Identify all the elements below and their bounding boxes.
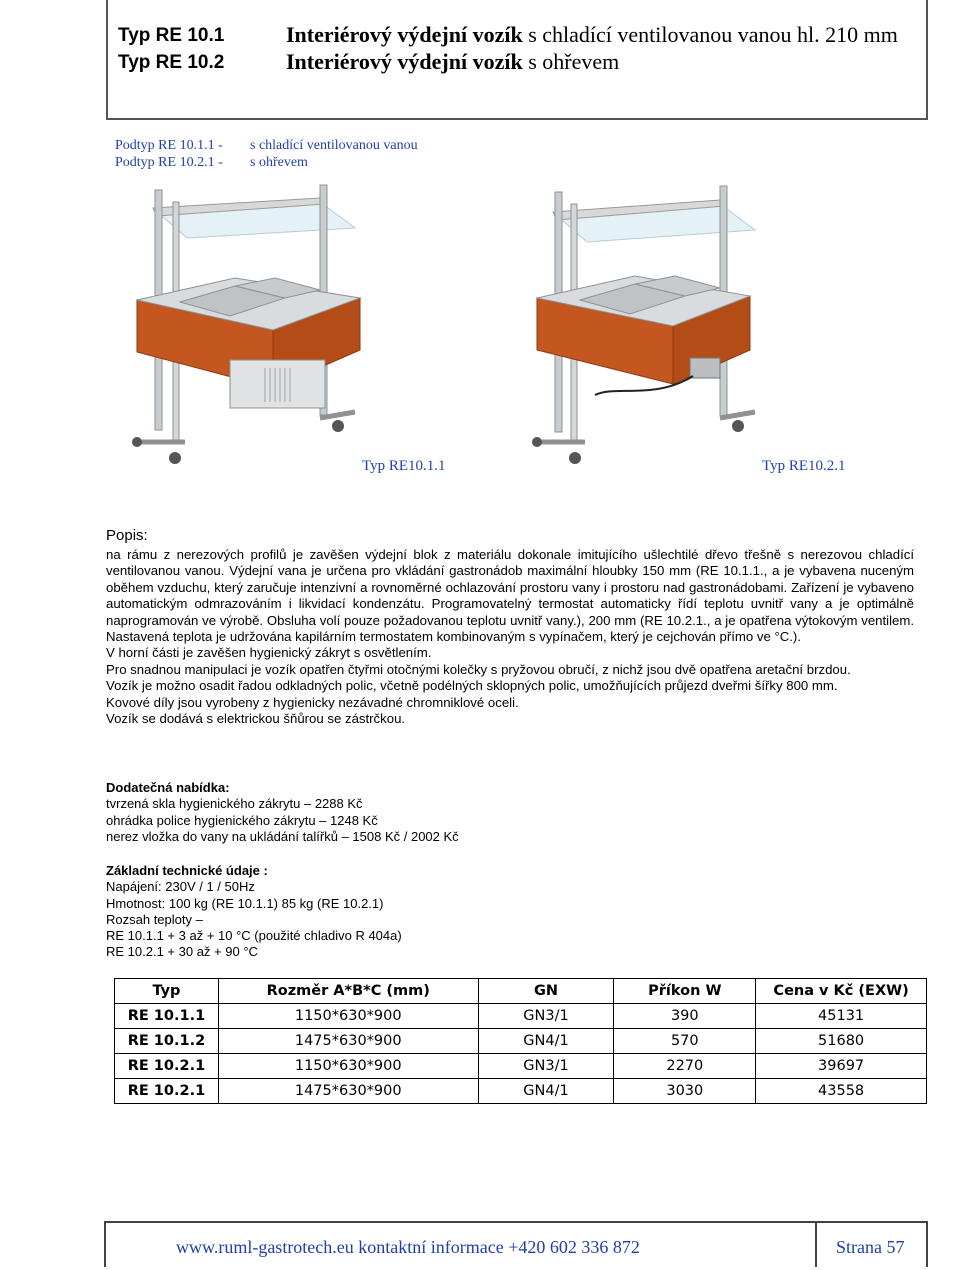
column-header: Typ [115,979,219,1004]
tech-item: Rozsah teploty – [106,911,203,927]
extra-offer-item: ohrádka police hygienického zákrytu – 1248 Kč [106,812,378,828]
table-cell: GN4/1 [478,1079,614,1104]
table-cell: 390 [614,1004,756,1029]
table-cell: RE 10.1.1 [115,1004,219,1029]
tech-data [106,863,402,961]
table-row [115,1054,927,1079]
column-header: Příkon W [614,979,756,1004]
header-title-bold-2: Interiérový výdejní vozík [286,49,523,74]
extra-offer-item: nerez vložka do vany na ukládání talířků – 1508 Kč / 2002 Kč [106,828,459,844]
footer-divider [815,1223,817,1267]
subtype-desc-2: s ohřevem [250,155,308,170]
header-title-rest-2: s ohřevem [522,49,620,74]
description-body [106,547,914,727]
description-paragraph: Kovové díly jsou vyrobeny z hygienicky nezávadné chromniklové oceli. [106,694,519,710]
column-header: Cena v Kč (EXW) [756,979,927,1004]
table-cell: RE 10.1.2 [115,1029,219,1054]
subtype-code-2: Podtyp RE 10.2.1 - [115,155,223,170]
table-cell: 39697 [756,1054,927,1079]
header-title-bold-1: Interiérový výdejní vozík [286,22,523,47]
spec-table [114,978,927,1104]
tech-heading: Základní technické údaje : [106,863,268,878]
tech-item: RE 10.1.1 + 3 až + 10 °C (použité chladivo R 404a) [106,928,402,944]
header-type-2: Typ RE 10.2 [118,52,225,73]
table-cell: GN3/1 [478,1054,614,1079]
table-cell: 570 [614,1029,756,1054]
footer [104,1221,928,1267]
column-header: Rozměr A*B*C (mm) [218,979,478,1004]
column-header: GN [478,979,614,1004]
table-cell: RE 10.2.1 [115,1054,219,1079]
table-row [115,1079,927,1104]
subtype-desc-1: s chladící ventilovanou vanou [250,138,418,153]
header-title-rest-1: s chladící ventilovanou vanou hl. 210 mm [522,22,898,47]
cart-cooled-illustration-icon [125,180,375,470]
subtype-2 [115,155,308,171]
table-cell: 1475*630*900 [218,1029,478,1054]
extra-offer-heading: Dodatečná nabídka: [106,780,230,795]
table-cell: 51680 [756,1029,927,1054]
header-title-2 [286,49,619,75]
table-cell: 45131 [756,1004,927,1029]
description-paragraph: na rámu z nerezových profilů je zavěšen výdejní blok z materiálu dokonale imitujícího ušlechtilé dřevo třešně s nerezovou chladící ventilovanou vanou. Výdejní vana je určena pro vkládání gastronádob maximální hloubky 150 mm (RE 10.1.1., a je vybavena nuceným oběhem vzduchu, který zaručuje intenzivní a rovnoměrné ochlazování prostoru vany i prostoru nad gastronádobami. Zařízení je vybaveno automatickým odmrazováním i likvidací kondenzátu. Programovatelný termostat automaticky řídí teplotu uvnitř vany a je optimálně naprogramován ve výrobě. Obsluha volí pouze požadovanou teplotu uvnitř vany.), 200 mm (RE 10.2.1., a je opatřena výtokovým ventilem. Nastavená teplota je udržována kapilárním termostatem kombinovaným s vypínačem, který je cejchován přímo ve °C.). [106,547,914,645]
table-cell: 2270 [614,1054,756,1079]
description-heading: Popis: [106,527,148,544]
table-row [115,1029,927,1054]
tech-item: Napájení: 230V / 1 / 50Hz [106,879,255,895]
description-paragraph: Pro snadnou manipulaci je vozík opatřen čtyřmi otočnými kolečky s pryžovou obručí, z nichž jsou dvě opatřena aretační brzdou. [106,661,851,677]
table-cell: GN4/1 [478,1029,614,1054]
table-cell: 1150*630*900 [218,1004,478,1029]
subtype-code-1: Podtyp RE 10.1.1 - [115,138,223,153]
extra-offer-item: tvrzená skla hygienického zákrytu – 2288 Kč [106,796,363,812]
header-title-1 [286,22,898,48]
footer-contact: www.ruml-gastrotech.eu kontaktní informace +420 602 336 872 [176,1237,640,1257]
description-paragraph: Vozík se dodává s elektrickou šňůrou se zástrčkou. [106,711,406,727]
extra-offer [106,780,459,845]
table-cell: 3030 [614,1079,756,1104]
cart-heated-illustration-icon [525,180,775,470]
table-cell: 43558 [756,1079,927,1104]
table-cell: 1475*630*900 [218,1079,478,1104]
page-number: Strana 57 [836,1237,905,1257]
description-paragraph: V horní části je zavěšen hygienický zákryt s osvětlením. [106,645,432,661]
description-paragraph: Vozík je možno osadit řadou odkladných polic, včetně podélných sklopných polic, umožňujících průjezd dveřmi šířky 800 mm. [106,678,838,694]
tech-item: Hmotnost: 100 kg (RE 10.1.1) 85 kg (RE 10.2.1) [106,895,384,911]
header-box [106,0,928,120]
subtype-1 [115,138,418,154]
image-caption-2: Typ RE10.2.1 [762,458,846,474]
table-cell: GN3/1 [478,1004,614,1029]
table-cell: 1150*630*900 [218,1054,478,1079]
table-row [115,1004,927,1029]
tech-item: RE 10.2.1 + 30 až + 90 °C [106,944,258,960]
header-type-1: Typ RE 10.1 [118,25,225,46]
table-cell: RE 10.2.1 [115,1079,219,1104]
image-caption-1: Typ RE10.1.1 [362,458,446,474]
table-header-row [115,979,927,1004]
